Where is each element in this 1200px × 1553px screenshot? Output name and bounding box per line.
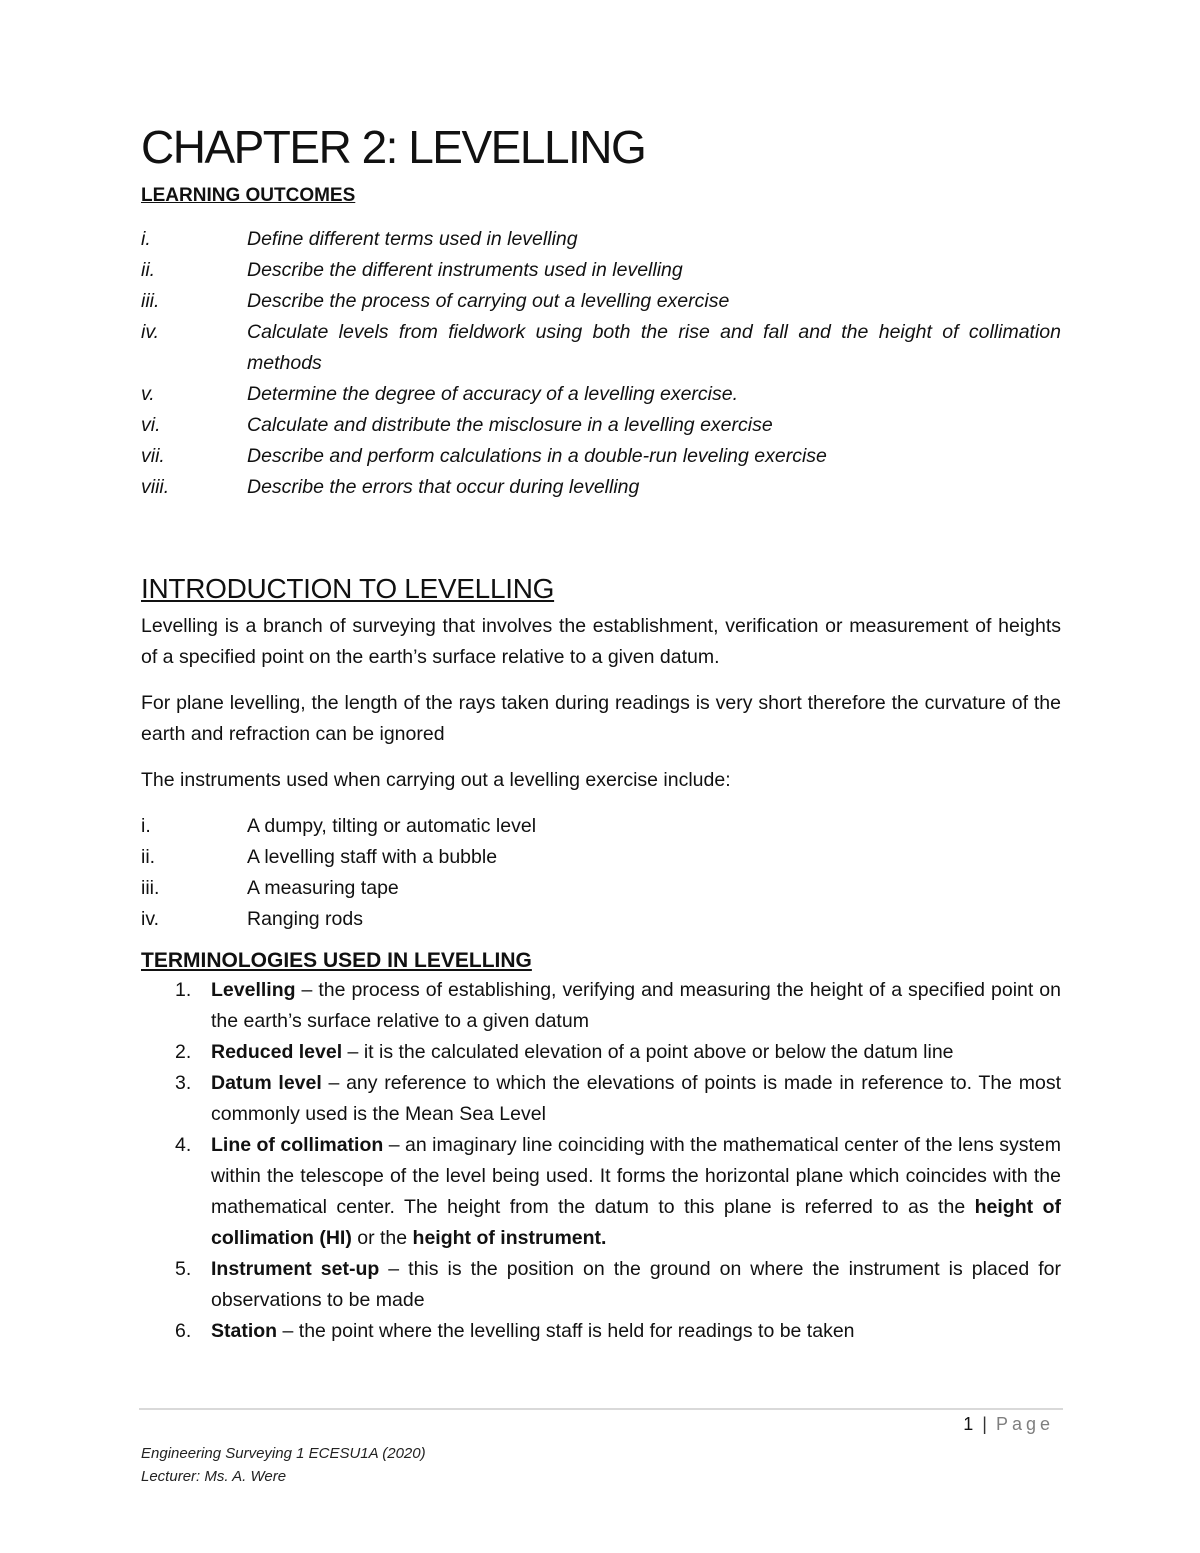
term-name: Datum level — [211, 1072, 322, 1094]
item-number: vi. — [141, 414, 161, 436]
list-item — [141, 1130, 1061, 1254]
item-text — [211, 1254, 1061, 1316]
item-text: Describe the different instruments used in levelling — [247, 259, 683, 281]
page-footer — [141, 1442, 426, 1488]
instruments-intro-paragraph: The instruments used when carrying out a levelling exercise include: — [141, 769, 731, 791]
item-number: 5. — [175, 1258, 192, 1280]
item-text: Calculate levels from fieldwork using both the rise and fall and the height of collimation methods — [247, 321, 1061, 374]
chapter-title: CHAPTER 2: LEVELLING — [141, 121, 646, 173]
item-number: vii. — [141, 445, 165, 467]
list-item — [141, 317, 1061, 379]
term-name: height of instrument. — [412, 1227, 607, 1249]
item-text — [211, 1068, 1061, 1130]
item-text — [211, 1130, 1061, 1254]
term-definition: – any reference to which the elevations of points is made in reference to. The most commonly used is the Mean Sea Level — [211, 1072, 1061, 1125]
list-item — [141, 410, 1061, 441]
item-text: Describe and perform calculations in a double-run leveling exercise — [247, 445, 827, 467]
item-number: v. — [141, 383, 155, 405]
term-definition: – an imaginary line coinciding with the mathematical center of the lens system within the telescope of the level being used. It forms the horizontal plane which coincides with the mathematical center. The height from the datum to this plane is referred to as the — [211, 1134, 1061, 1218]
list-item — [141, 224, 1061, 255]
term-definition: – the process of establishing, verifying and measuring the height of a specified point on the earth’s surface relative to a given datum — [211, 979, 1061, 1032]
item-number: 6. — [175, 1320, 192, 1342]
item-text: Calculate and distribute the misclosure in a levelling exercise — [247, 414, 773, 436]
page-label: Page — [995, 1414, 1054, 1434]
list-item — [141, 842, 1061, 873]
lecturer-name: Lecturer: Ms. A. Were — [141, 1468, 287, 1485]
list-item — [141, 873, 1061, 904]
list-item — [141, 1316, 1061, 1347]
item-text — [211, 975, 1061, 1037]
item-number: 2. — [175, 1041, 192, 1063]
item-text: A levelling staff with a bubble — [247, 846, 498, 868]
item-number: iii. — [141, 877, 160, 899]
item-text: Ranging rods — [247, 908, 363, 930]
course-name: Engineering Surveying 1 ECESU1A (2020) — [141, 1445, 426, 1462]
term-definition: – the point where the levelling staff is held for readings to be taken — [277, 1320, 855, 1342]
list-item — [141, 975, 1061, 1037]
item-number: ii. — [141, 846, 156, 868]
item-text — [211, 1037, 1061, 1068]
list-item — [141, 472, 1061, 503]
list-item — [141, 1068, 1061, 1130]
instruments-list — [141, 811, 1061, 935]
term-name: Instrument set-up — [211, 1258, 380, 1280]
item-number: 4. — [175, 1134, 192, 1156]
item-text: Describe the process of carrying out a levelling exercise — [247, 290, 730, 312]
list-item — [141, 1037, 1061, 1068]
list-item — [141, 441, 1061, 472]
introduction-paragraph: Levelling is a branch of surveying that involves the establishment, verification or measurement of heights of a specified point on the earth’s surface relative to a given datum. — [141, 615, 1061, 668]
item-text: Define different terms used in levelling — [247, 228, 578, 250]
item-text: Describe the errors that occur during levelling — [247, 476, 640, 498]
list-item — [141, 255, 1061, 286]
term-definition: – it is the calculated elevation of a point above or below the datum line — [342, 1041, 954, 1063]
list-item — [141, 1254, 1061, 1316]
page-number — [963, 1414, 1054, 1435]
item-number: i. — [141, 228, 151, 250]
page-number-separator: | — [982, 1414, 988, 1434]
item-number: iv. — [141, 321, 160, 343]
term-name: Line of collimation — [211, 1134, 384, 1156]
item-text: A measuring tape — [247, 877, 399, 899]
learning-outcomes-heading: LEARNING OUTCOMES — [141, 185, 356, 206]
learning-outcomes-list — [141, 224, 1061, 503]
item-number: 1. — [175, 979, 192, 1001]
footer-divider — [139, 1408, 1063, 1410]
term-name: Levelling — [211, 979, 296, 1001]
list-item — [141, 379, 1061, 410]
plane-levelling-paragraph: For plane levelling, the length of the rays taken during readings is very short therefore the curvature of the earth and refraction can be ignored — [141, 692, 1061, 745]
list-item — [141, 811, 1061, 842]
term-definition: or the — [351, 1227, 413, 1249]
page-number-value: 1 — [963, 1414, 975, 1434]
item-number: iv. — [141, 908, 160, 930]
list-item — [141, 286, 1061, 317]
introduction-heading: INTRODUCTION TO LEVELLING — [141, 573, 555, 604]
terminologies-list — [141, 975, 1061, 1347]
item-number: iii. — [141, 290, 160, 312]
page-content — [141, 116, 1061, 1347]
list-item — [141, 904, 1061, 935]
term-definition: – this is the position on the ground on where the instrument is placed for observations to be made — [211, 1258, 1061, 1311]
terminologies-heading: TERMINOLOGIES USED IN LEVELLING — [141, 949, 532, 972]
item-number: viii. — [141, 476, 170, 498]
term-name: Station — [211, 1320, 278, 1342]
term-name: Reduced level — [211, 1041, 343, 1063]
item-text — [211, 1316, 1061, 1347]
item-number: ii. — [141, 259, 156, 281]
item-text: Determine the degree of accuracy of a levelling exercise. — [247, 383, 739, 405]
term-name: height of collimation (HI) — [211, 1196, 1061, 1249]
item-number: 3. — [175, 1072, 192, 1094]
item-text: A dumpy, tilting or automatic level — [247, 815, 537, 837]
item-number: i. — [141, 815, 151, 837]
